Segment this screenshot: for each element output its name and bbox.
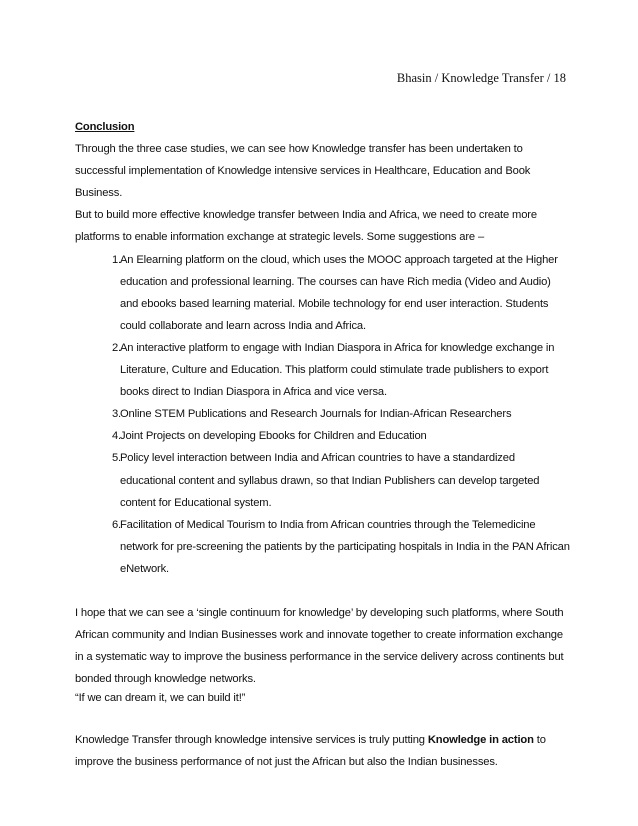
list-item-text: Joint Projects on developing Ebooks for Children and Education (120, 430, 427, 443)
suggestions-list (75, 249, 571, 580)
final-paragraph (75, 729, 571, 773)
knowledge-in-action-emphasis: Knowledge in action (427, 733, 534, 746)
closing-paragraph: I hope that we can see a ‘single continuum for knowledge’ by developing such platforms, where South African community and Indian Businesses work and innovate together to create information exchange in a systematic way to improve the business performance in the service delivery across continents but bonded through knowledge networks. (75, 607, 564, 686)
list-item (75, 249, 571, 337)
final-text-after: to improve the business performance of not just the African but also the Indian businesses. (75, 733, 546, 768)
intro-paragraph-2: But to build more effective knowledge transfer between India and Africa, we need to create more platforms to enable information exchange at strategic levels. Some suggestions are – (75, 209, 537, 244)
final-text-before: Knowledge Transfer through knowledge intensive services is truly putting (75, 733, 428, 746)
section-heading: Conclusion (75, 121, 135, 133)
list-item-number: 3. (111, 408, 121, 421)
list-item-number: 1. (111, 253, 121, 266)
list-item-number: 5. (111, 452, 121, 465)
paragraph-spacer (75, 580, 571, 602)
list-item (75, 337, 571, 403)
running-header: Bhasin / Knowledge Transfer / 18 (396, 71, 566, 85)
list-item (75, 403, 571, 425)
list-item-text: Facilitation of Medical Tourism to India from African countries through the Telemedicine network for pre-screening the patients by the participating hospitals in India in the PAN African eNetwork. (120, 518, 570, 575)
list-item (75, 425, 571, 447)
list-item-text: An interactive platform to engage with Indian Diaspora in Africa for knowledge exchange in Literature, Culture and Education. This platform could stimulate trade publishers to export books direct to Indian Diaspora in Africa and vice versa. (120, 341, 555, 399)
list-item-text: Online STEM Publications and Research Journals for Indian-African Researchers (120, 408, 512, 421)
list-item-number: 2. (111, 341, 121, 354)
intro-paragraph-1: Through the three case studies, we can see how Knowledge transfer has been undertaken to successful implementation of Knowledge intensive services in Healthcare, Education and Book Business. (75, 143, 531, 200)
list-item-number: 4. (111, 430, 121, 443)
paragraph-spacer (75, 706, 571, 728)
list-item (75, 514, 571, 580)
list-item-text: An Elearning platform on the cloud, which uses the MOOC approach targeted at the Higher education and professional learning. The courses can have Rich media (Video and Audio) and ebooks based learning material. Mobile technology for end user interaction. Students could collaborate and learn across India and Africa. (120, 253, 558, 332)
list-item-text: Policy level interaction between India and African countries to have a standardized educational content and syllabus drawn, so that Indian Publishers can develop targeted content for Educational system. (120, 452, 540, 509)
document-body (75, 116, 571, 773)
closing-quote: “If we can dream it, we can build it!” (75, 692, 246, 705)
list-item (75, 447, 571, 513)
list-item-number: 6. (111, 518, 121, 531)
